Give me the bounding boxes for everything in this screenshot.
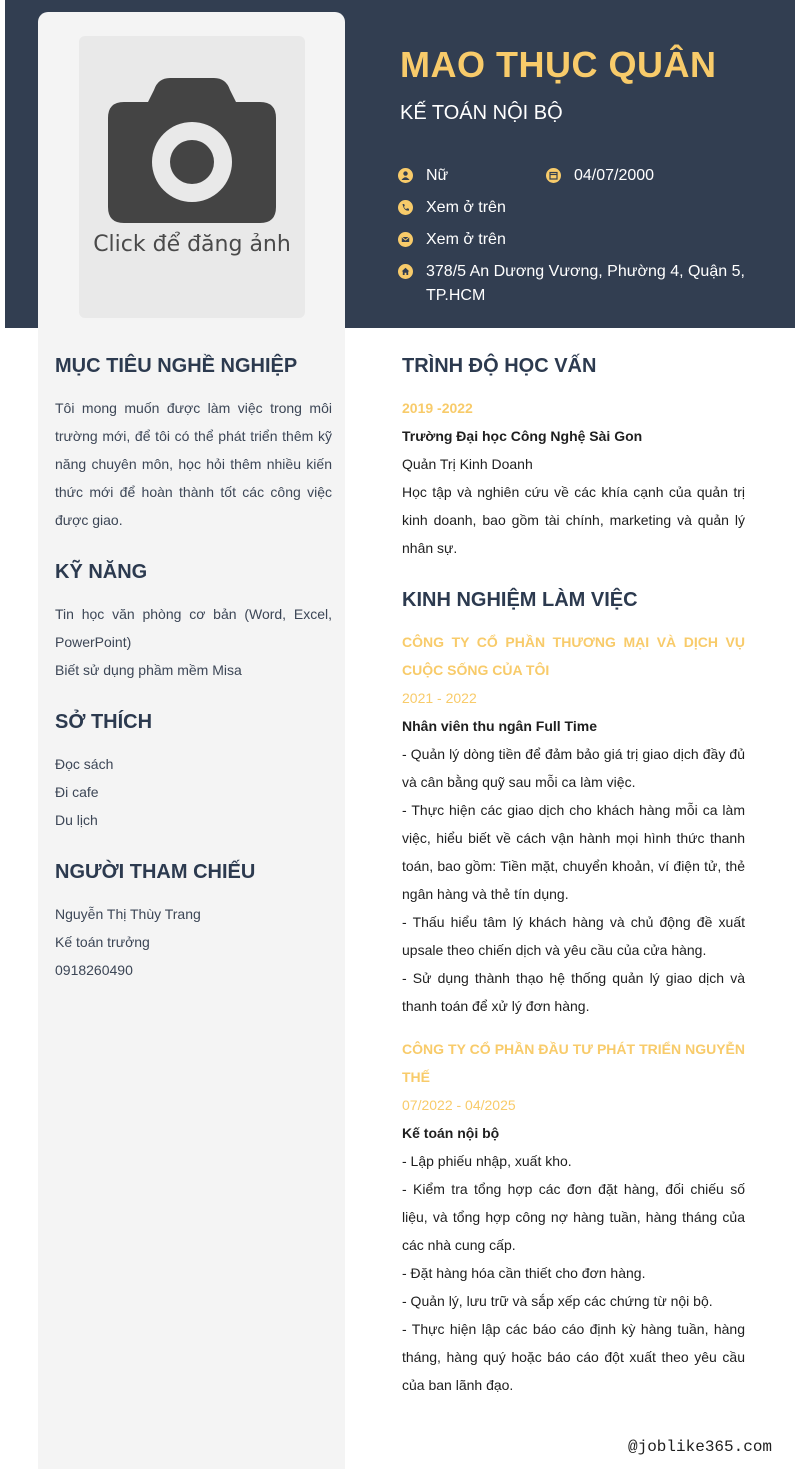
watermark: @joblike365.com	[628, 1438, 773, 1456]
hobbies-title: SỞ THÍCH	[55, 711, 153, 733]
job-duty: - Thực hiện lập các báo cáo định kỳ hàng tuần, hàng tháng, hàng quý hoặc báo cáo đột xuất theo yêu cầu của ban lãnh đạo.	[402, 1321, 745, 1393]
education-period: 2019 -2022	[402, 400, 473, 416]
home-icon	[398, 264, 413, 279]
job-duty: - Thấu hiểu tâm lý khách hàng và chủ động đề xuất upsale theo chiến dịch và yêu cầu của cửa hàng.	[402, 914, 745, 958]
camera-icon	[108, 78, 276, 223]
skill-item: Biết sử dụng phầm mềm Misa	[55, 662, 242, 678]
address-row	[398, 260, 748, 308]
job-duty: - Lập phiếu nhập, xuất kho.	[402, 1153, 572, 1169]
job-duty: - Sử dụng thành thạo hệ thống quản lý giao dịch và thanh toán để xử lý đơn hàng.	[402, 970, 745, 1014]
experience-title: KINH NGHIỆM LÀM VIỆC	[402, 589, 638, 611]
phone-row	[398, 196, 506, 220]
job-period: 2021 - 2022	[402, 690, 477, 706]
reference-name: Nguyễn Thị Thùy Trang	[55, 906, 201, 922]
education-description: Học tập và nghiên cứu về các khía cạnh của quản trị kinh doanh, bao gồm tài chính, marketing và quản lý nhân sự.	[402, 484, 745, 556]
objective-text: Tôi mong muốn được làm việc trong môi trường mới, để tôi có thể phát triển thêm kỹ năng chuyên môn, học hỏi thêm nhiều kiến thức mới để hoàn thành tốt các công việc được giao.	[55, 400, 332, 528]
education-major: Quản Trị Kinh Doanh	[402, 456, 533, 472]
address-value: 378/5 An Dương Vương, Phường 4, Quận 5, TP.HCM	[426, 263, 745, 304]
job-company: CÔNG TY CỔ PHẦN ĐẦU TƯ PHÁT TRIỂN NGUYỄN THẾ	[402, 1041, 745, 1085]
job-duty: - Thực hiện các giao dịch cho khách hàng mỗi ca làm việc, hiểu biết về cách vận hành mọi hình thức thanh toán, bao gồm: Tiền mặt, chuyển khoản, ví điện tử, thẻ ngân hàng và thẻ tín dụng.	[402, 802, 745, 902]
hobby-item: Đi cafe	[55, 784, 99, 800]
candidate-position: KẾ TOÁN NỘI BỘ	[400, 102, 563, 124]
mail-icon	[398, 232, 413, 247]
job-entry	[402, 628, 745, 1020]
job-role: Kế toán nội bộ	[402, 1125, 500, 1141]
job-duty: - Quản lý dòng tiền để đảm bảo giá trị giao dịch đầy đủ và cân bằng quỹ sau mỗi ca làm việc.	[402, 746, 745, 790]
reference-role: Kế toán trưởng	[55, 934, 150, 950]
job-duty: - Quản lý, lưu trữ và sắp xếp các chứng từ nội bộ.	[402, 1293, 713, 1309]
hobbies-list	[55, 750, 332, 834]
education-school: Trường Đại học Công Nghệ Sài Gon	[402, 428, 643, 444]
references-title: NGƯỜI THAM CHIẾU	[55, 861, 256, 883]
gender-row	[398, 164, 448, 188]
objective-title: MỤC TIÊU NGHỀ NGHIỆP	[55, 355, 298, 377]
skills-list	[55, 600, 332, 684]
job-duty: - Đặt hàng hóa cần thiết cho đơn hàng.	[402, 1265, 646, 1281]
job-period: 07/2022 - 04/2025	[402, 1097, 516, 1113]
photo-upload-label: Click để đăng ảnh	[93, 232, 291, 257]
education-title: TRÌNH ĐỘ HỌC VẤN	[402, 355, 597, 377]
job-company: CÔNG TY CỔ PHẦN THƯƠNG MẠI VÀ DỊCH VỤ CUỘC SỐNG CỦA TÔI	[402, 634, 745, 678]
education-block	[402, 394, 745, 562]
skill-item: Tin học văn phòng cơ bản (Word, Excel, PowerPoint)	[55, 606, 332, 650]
skills-title: KỸ NĂNG	[55, 561, 148, 583]
reference-phone: 0918260490	[55, 962, 133, 978]
user-icon	[398, 168, 413, 183]
phone-value: Xem ở trên	[426, 199, 506, 216]
hobby-item: Du lịch	[55, 812, 98, 828]
birthdate-row	[546, 164, 654, 188]
birthdate-value: 04/07/2000	[574, 167, 655, 184]
references-block	[55, 900, 332, 984]
job-entry	[402, 1035, 745, 1399]
hobby-item: Đọc sách	[55, 756, 114, 772]
email-value: Xem ở trên	[426, 231, 506, 248]
photo-upload[interactable]	[79, 36, 305, 318]
email-row	[398, 228, 506, 252]
job-role: Nhân viên thu ngân Full Time	[402, 718, 597, 734]
candidate-name: MAO THỤC QUÂN	[400, 44, 717, 85]
job-duty: - Kiểm tra tổng hợp các đơn đặt hàng, đối chiếu số liệu, và tổng hợp công nợ hàng tuần, hàng tháng của các nhà cung cấp.	[402, 1181, 745, 1253]
phone-icon	[398, 200, 413, 215]
gender-value: Nữ	[426, 167, 449, 184]
calendar-icon	[546, 168, 561, 183]
